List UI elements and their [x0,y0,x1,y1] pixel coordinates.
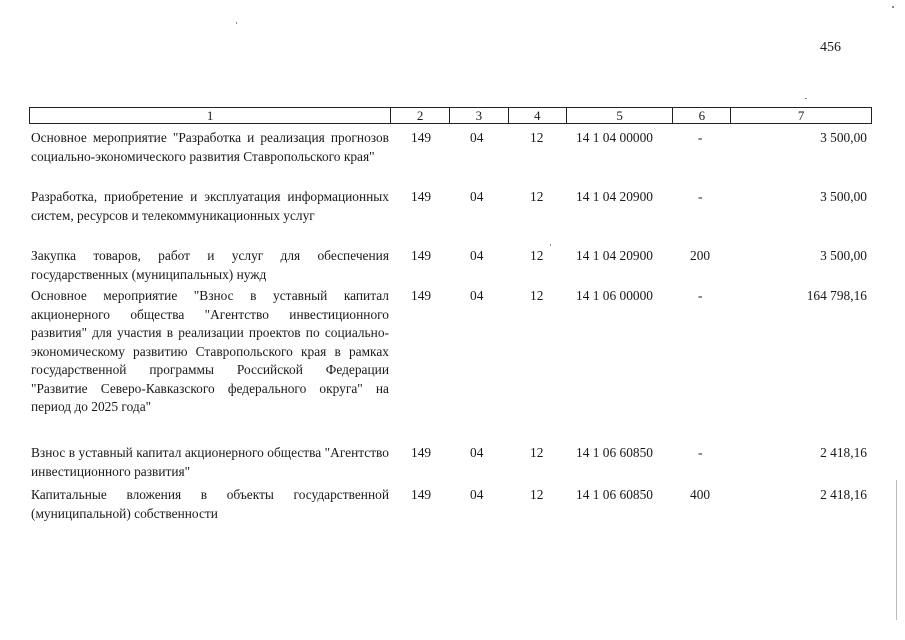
row-col-5: 14 1 06 60850 [576,445,653,460]
row-name: Капитальные вложения в объекты государственной (муниципальной) собственности [31,487,389,521]
scan-edge [896,480,897,620]
row-col-4: 12 [530,189,544,204]
row-col-2: 149 [411,130,432,145]
row-col-6: - [698,189,703,204]
row-col-2: 149 [411,445,432,460]
row-col-7: 2 418,16 [820,445,867,460]
row-col-3: 04 [470,130,484,145]
header-col-2: 2 [391,108,450,123]
header-col-6: 6 [673,108,731,123]
row-col-4: 12 [530,288,544,303]
row-col-3: 04 [470,189,484,204]
header-col-3: 3 [450,108,509,123]
row-col-2: 149 [411,248,432,263]
row-name: Разработка, приобретение и эксплуатация информационных систем, ресурсов и телекоммуникационных услуг [31,189,389,223]
row-col-5: 14 1 06 60850 [576,487,653,502]
row-col-4: 12 [530,130,544,145]
row-col-3: 04 [470,288,484,303]
row-col-2: 149 [411,487,432,502]
header-col-1: 1 [30,108,391,123]
row-col-2: 149 [411,288,432,303]
row-col-6: - [698,288,703,303]
row-col-4: 12 [530,248,544,263]
row-col-6: - [698,445,703,460]
row-col-2: 149 [411,189,432,204]
header-col-4: 4 [509,108,567,123]
row-col-7: 3 500,00 [820,130,867,145]
row-col-5: 14 1 04 00000 [576,130,653,145]
row-col-7: 3 500,00 [820,248,867,263]
row-name: Закупка товаров, работ и услуг для обеспечения государственных (муниципальных) нужд [31,248,389,282]
row-col-5: 14 1 06 00000 [576,288,653,303]
page-number: 456 [820,40,841,55]
scan-speck [892,6,894,8]
row-col-5: 14 1 04 20900 [576,248,653,263]
row-col-3: 04 [470,248,484,263]
row-col-7: 3 500,00 [820,189,867,204]
row-col-6: - [698,130,703,145]
row-name: Взнос в уставный капитал акционерного общества "Агентство инвестиционного развития" [31,445,389,479]
scan-speck [236,22,237,24]
row-col-6: 200 [690,248,711,263]
row-col-7: 164 798,16 [806,288,867,303]
row-col-3: 04 [470,487,484,502]
row-col-6: 400 [690,487,711,502]
row-col-3: 04 [470,445,484,460]
header-col-7: 7 [797,108,805,123]
table-header [29,107,872,124]
row-name: Основное мероприятие "Разработка и реализация прогнозов социально-экономического развития Ставропольского края" [31,130,389,164]
row-col-4: 12 [530,487,544,502]
row-name: Основное мероприятие "Взнос в уставный капитал акционерного общества "Агентство инвестиционного развития" для участия в реализации проектов по социально-экономическому развитию Ставропольского края в рамках государственной программы Российской Федерации "Развитие Северо-Кавказского федерального округа" на период до 2025 года" [31,288,389,414]
row-col-7: 2 418,16 [820,487,867,502]
scan-speck [550,244,551,246]
row-col-4: 12 [530,445,544,460]
row-col-5: 14 1 04 20900 [576,189,653,204]
header-col-5: 5 [567,108,674,123]
scan-speck [805,98,807,99]
